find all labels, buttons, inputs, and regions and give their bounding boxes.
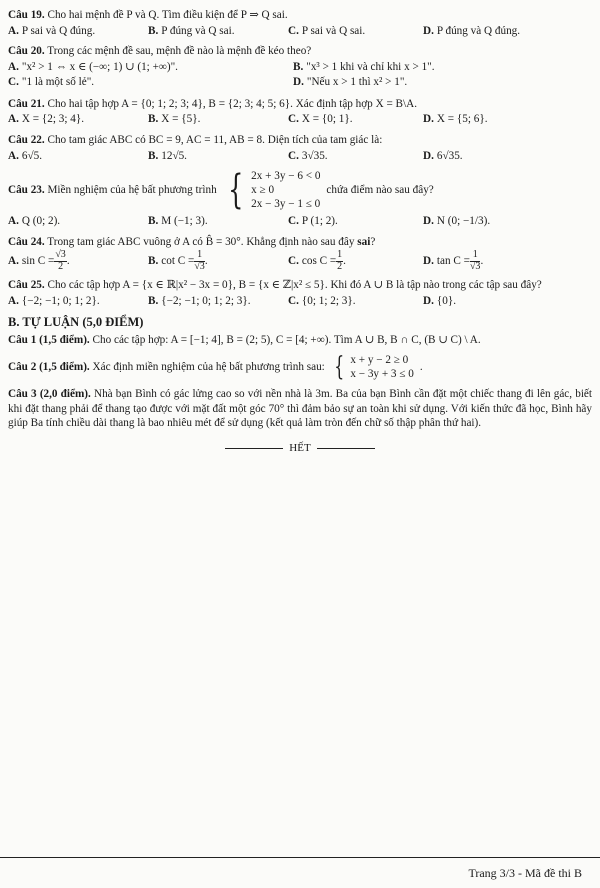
section-heading: B. TỰ LUẬN (5,0 ĐIỂM): [8, 315, 144, 330]
option-label: A.: [8, 24, 19, 37]
answer-options: [8, 24, 592, 39]
option-text: Q (0; 2).: [21, 215, 61, 228]
option-c[interactable]: [288, 24, 423, 39]
fraction: [469, 249, 484, 272]
question-number: Câu 21.: [8, 97, 45, 110]
option-label: D.: [423, 254, 434, 267]
footer-divider: [0, 857, 600, 858]
fraction: [336, 250, 343, 272]
end-text: HẾT: [289, 441, 311, 454]
option-label: B.: [293, 60, 304, 73]
option-label: B.: [148, 254, 159, 267]
inequality-system: [223, 167, 321, 214]
inequality: 2x − 3y − 1 ≤ 0: [251, 198, 321, 211]
option-b[interactable]: [148, 112, 288, 127]
option-text: P đúng và Q sai.: [161, 24, 235, 37]
divider: [225, 448, 283, 449]
option-label: A.: [8, 215, 19, 228]
end-marker: [8, 441, 592, 455]
question-number: Câu 2 (1,5 điểm).: [8, 360, 90, 373]
option-a[interactable]: [8, 24, 148, 39]
option-label: C.: [288, 215, 299, 228]
option-text: cos C =: [301, 254, 337, 267]
option-text: tan C =: [436, 254, 470, 267]
option-text: 6√35.: [436, 149, 463, 162]
option-label: C.: [288, 254, 299, 267]
option-text: X = {5}.: [161, 113, 201, 126]
option-label: C.: [288, 294, 299, 307]
option-text: {0; 1; 2; 3}.: [301, 294, 356, 307]
answer-options: [8, 149, 592, 164]
question-stem: Trong tam giác ABC vuông ở A có B̂ = 30°. Khẳng định nào sau đây: [47, 235, 355, 248]
inequality: x − 3y + 3 ≤ 0: [350, 368, 414, 381]
fraction: [54, 250, 67, 272]
option-label: B.: [148, 149, 159, 162]
option-b[interactable]: [148, 149, 288, 164]
option-text: "Nếu x > 1 thì x² > 1".: [306, 76, 408, 89]
option-d[interactable]: [423, 149, 592, 164]
question-stem: Cho các tập hợp A = {x ∈ ℝ|x² − 3x = 0}, B = {x ∈ ℤ|x² ≤ 5}. Khi đó A ∪ B là tập nào trong các tập sau đây?: [47, 279, 542, 292]
option-label: D.: [423, 113, 434, 126]
question-number: Câu 23.: [8, 183, 45, 196]
option-d[interactable]: [423, 294, 592, 309]
answer-options: [8, 60, 592, 91]
denominator: √3: [469, 260, 481, 272]
option-c[interactable]: [288, 112, 423, 127]
inequality-system: [331, 353, 414, 381]
option-label: C.: [288, 24, 299, 37]
option-end: .: [66, 254, 70, 267]
option-text: 3√35.: [301, 149, 328, 162]
option-c[interactable]: [288, 214, 423, 229]
inequality: 2x + 3y − 6 < 0: [251, 170, 321, 183]
denominator: √3: [194, 260, 205, 272]
option-text: "x² > 1 ⇔ x ∈ (−∞; 1) ∪ (1; +∞)".: [21, 60, 178, 73]
brace-icon: {: [334, 352, 345, 383]
option-label: C.: [288, 113, 299, 126]
question-stem: Trong các mệnh đề sau, mệnh đề nào là mệnh đề kéo theo?: [47, 45, 312, 58]
option-label: A.: [8, 294, 19, 307]
option-c[interactable]: [288, 294, 423, 309]
question-stem: Cho hai tập hợp A = {0; 1; 2; 3; 4}, B = {2; 3; 4; 5; 6}. Xác định tập hợp X = B\A.: [47, 97, 418, 110]
fraction: [194, 250, 205, 272]
inequality: x ≥ 0: [251, 184, 275, 197]
option-a[interactable]: [8, 214, 148, 229]
page-footer: Trang 3/3 - Mã đề thi B: [468, 866, 582, 880]
numerator: 1: [337, 249, 343, 261]
question-stem-row: [8, 167, 592, 214]
option-c[interactable]: [8, 75, 293, 90]
question-stem: Miền nghiệm của hệ bất phương trình: [47, 183, 217, 196]
option-label: D.: [423, 294, 434, 307]
answer-options: [8, 112, 592, 127]
question-stem-end: ?: [370, 235, 376, 248]
option-text: {−2; −1; 0; 1; 2}.: [21, 294, 100, 307]
option-label: D.: [423, 24, 434, 37]
denominator: 2: [58, 260, 64, 272]
option-a[interactable]: [8, 112, 148, 127]
option-end: .: [204, 254, 208, 267]
option-a[interactable]: [8, 294, 148, 309]
question-22: [8, 133, 592, 163]
option-b[interactable]: [148, 294, 288, 309]
option-text: P đúng và Q đúng.: [436, 24, 521, 37]
option-label: B.: [148, 294, 159, 307]
option-b[interactable]: [148, 214, 288, 229]
exam-page: [8, 8, 592, 455]
question-number: Câu 1 (1,5 điểm).: [8, 333, 90, 346]
option-label: D.: [293, 76, 304, 89]
answer-options: [8, 294, 592, 309]
option-c[interactable]: [288, 250, 423, 272]
option-c[interactable]: [288, 149, 423, 164]
question-number: Câu 20.: [8, 45, 45, 58]
numerator: 1: [470, 250, 481, 262]
option-label: B.: [148, 24, 159, 37]
question-number: Câu 22.: [8, 133, 45, 146]
question-23: [8, 169, 592, 229]
question-number: Câu 3 (2,0 điểm).: [8, 388, 91, 401]
option-text: cot C =: [161, 254, 195, 267]
brace-icon: {: [227, 167, 244, 214]
question-stem: Cho tam giác ABC có BC = 9, AC = 11, AB = 8. Diện tích của tam giác là:: [47, 133, 383, 146]
keyword-sai: sai: [357, 235, 371, 248]
essay-question-1: [8, 333, 592, 348]
option-d[interactable]: [423, 112, 592, 127]
option-text: "x³ > 1 khi và chỉ khi x > 1".: [306, 60, 435, 73]
option-text: P sai và Q đúng.: [21, 24, 96, 37]
option-label: D.: [423, 149, 434, 162]
option-text: P (1; 2).: [301, 215, 338, 228]
option-label: D.: [423, 215, 434, 228]
option-label: A.: [8, 60, 19, 73]
essay-question-3: [8, 387, 592, 431]
option-d[interactable]: [423, 250, 592, 272]
option-end: .: [480, 254, 484, 267]
option-label: B.: [148, 113, 159, 126]
option-label: A.: [8, 254, 19, 267]
option-b[interactable]: [293, 60, 592, 75]
inequality: x + y − 2 ≥ 0: [350, 354, 409, 367]
option-text: X = {2; 3; 4}.: [21, 113, 85, 126]
option-text: P sai và Q sai.: [301, 24, 366, 37]
essay-question-2: [8, 353, 592, 381]
option-text: M (−1; 3).: [161, 215, 208, 228]
option-a[interactable]: [8, 250, 148, 272]
option-text: N (0; −1/3).: [436, 215, 491, 228]
question-20: [8, 44, 592, 91]
option-a[interactable]: [8, 149, 148, 164]
numerator: 1: [194, 250, 205, 262]
option-text: sin C =: [21, 254, 55, 267]
question-19: [8, 8, 592, 38]
option-d[interactable]: [423, 214, 592, 229]
question-text: Xác định miền nghiệm của hệ bất phương trình sau:: [92, 360, 325, 373]
numerator: √3: [55, 249, 66, 261]
option-text: {−2; −1; 0; 1; 2; 3}.: [161, 294, 251, 307]
question-number: Câu 24.: [8, 235, 45, 248]
option-b[interactable]: [148, 250, 288, 272]
divider: [317, 448, 375, 449]
option-text: {0}.: [436, 294, 457, 307]
denominator: 2: [337, 260, 343, 272]
question-21: [8, 97, 592, 127]
option-b[interactable]: [148, 24, 288, 39]
option-text: "1 là một số lẻ".: [21, 76, 95, 89]
option-text: 12√5.: [161, 149, 187, 162]
question-number: Câu 19.: [8, 9, 45, 21]
question-25: [8, 278, 592, 308]
option-label: B.: [148, 215, 159, 228]
option-label: A.: [8, 113, 19, 126]
question-stem: Cho hai mệnh đề P và Q. Tìm điều kiện để P ⇒ Q sai.: [47, 9, 288, 21]
option-end: .: [343, 254, 346, 267]
answer-options: [8, 250, 592, 272]
answer-options: [8, 214, 592, 229]
question-stem-end: chứa điểm nào sau đây?: [326, 183, 434, 196]
option-label: C.: [288, 149, 299, 162]
option-text: X = {0; 1}.: [301, 113, 353, 126]
option-text: 6√5.: [21, 149, 43, 162]
question-24: [8, 235, 592, 273]
question-text: Cho các tập hợp: A = [−1; 4], B = (2; 5), C = [4; +∞). Tìm A ∪ B, B ∩ C, (B ∪ C) \ A.: [92, 333, 481, 346]
question-text: Nhà bạn Bình có gác lửng cao so với nền nhà là 3m. Ba của bạn Bình cần đặt một chiếc thang đi lên gác, biết khi đặt thang phải để thang tạo được với mặt đất một góc 70° thì đảm bảo sự an toàn khi sử dụng. Với kiến thức đã học, Bình hãy giúp Ba tính chiều dài thang là bao nhiêu mét để sử dụng (kết quả làm tròn đến chữ số thập phân thứ hai).: [8, 388, 593, 430]
option-a[interactable]: [8, 60, 293, 75]
option-text: X = {5; 6}.: [436, 113, 488, 126]
option-d[interactable]: [423, 24, 592, 39]
option-label: A.: [8, 149, 19, 162]
question-number: Câu 25.: [8, 279, 45, 292]
option-label: C.: [8, 76, 19, 89]
question-end: .: [419, 360, 423, 373]
option-d[interactable]: [293, 75, 592, 90]
